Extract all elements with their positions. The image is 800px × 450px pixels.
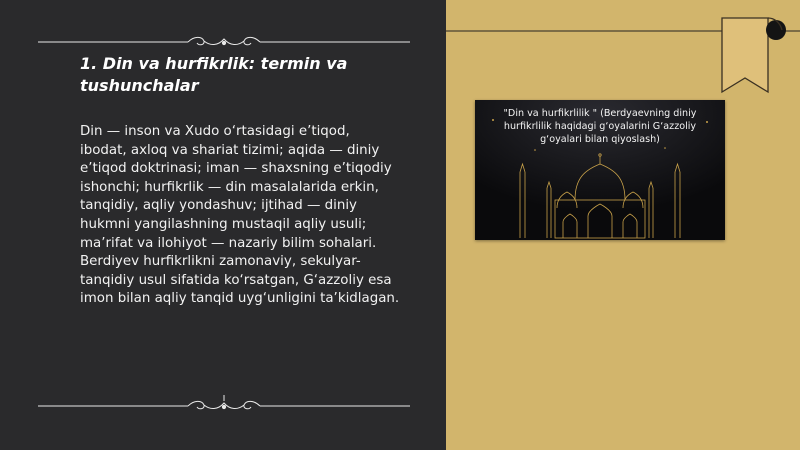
thumbnail-image (475, 100, 725, 240)
slide-title: 1. Din va hurfikrlik: termin va tushunchalar (80, 54, 348, 95)
bottom-ornament-icon (38, 394, 410, 414)
top-ornament-icon (38, 34, 410, 50)
slide-body-text: Din — inson va Xudo o‘rtasidagi e’tiqod, ibodat, axloq va shariat tizimi; aqida — diniy e’tiqod doktrinasi; iman — shaxsning e’tiqodiy ishonchi; hurfikrlik — din masalalarida erkin, tanqidiy, aqliy yondashuv; ijtihad — diniy hukmni yangilashning mustaqil aqliy usuli; ma’rifat va ilohiyot — nazariy bilim sohalari. Berdiyev hurfikrlikni zamonaviy, sekulyar-tanqidiy usul sifatida ko‘rsatgan, G‘azzoliy esa imon bilan aqliy tanqid uyg‘unligini ta’kidlagan. (80, 124, 400, 307)
thumbnail-caption: "Din va hurfikrlilik " (Berdyaevning diniy hurfikrlilik haqidagi g‘oyalarini G‘azzoliy g‘oyalari bilan qiyoslash) (503, 108, 697, 145)
bookmark-ribbon-icon (446, 0, 800, 100)
